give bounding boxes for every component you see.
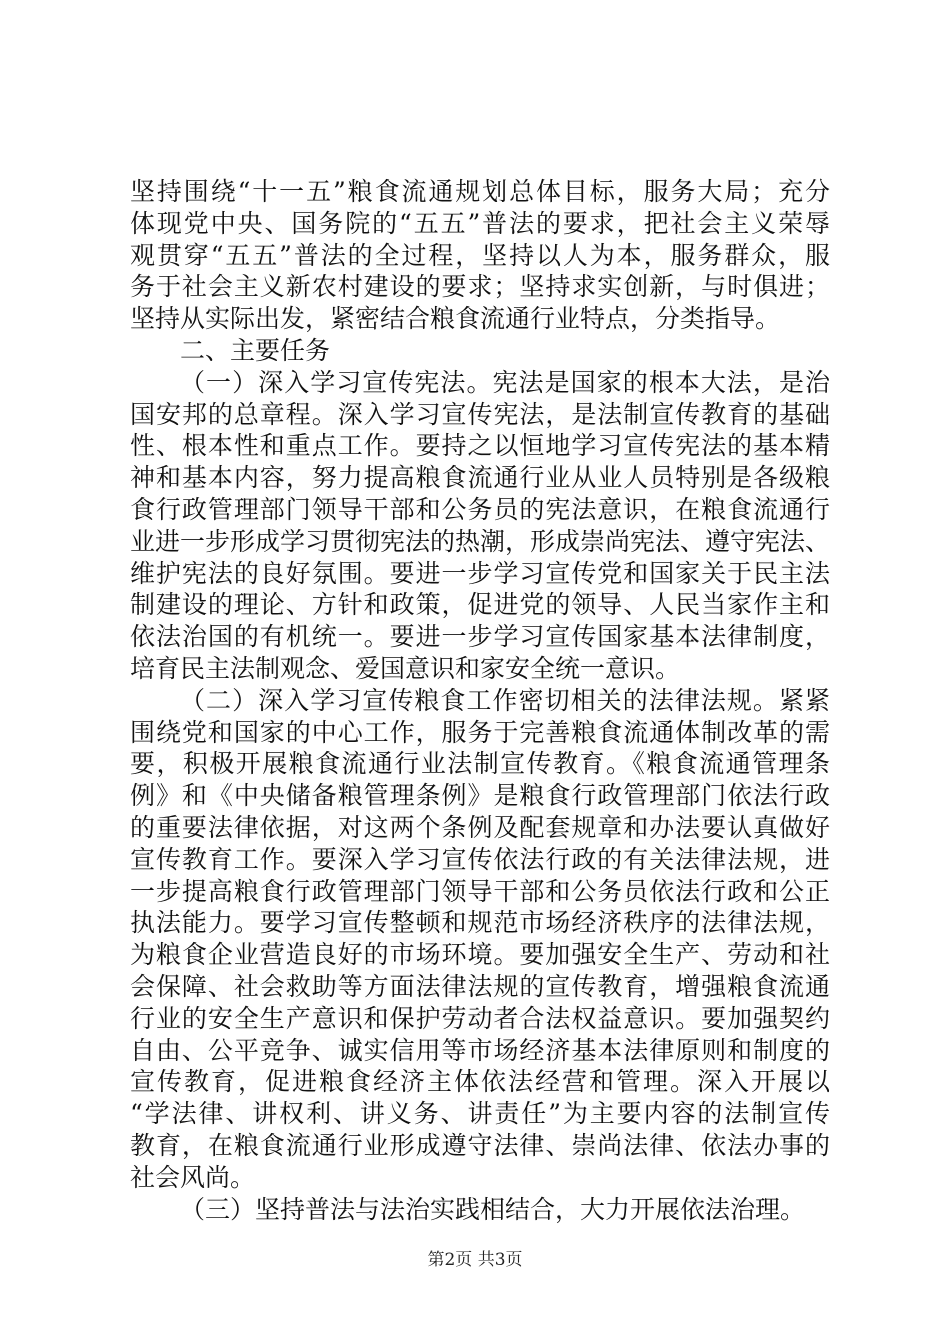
text-line: 性、根本性和重点工作。要持之以恒地学习宣传宪法的基本精 (130, 431, 830, 461)
paragraph-p5 (130, 1194, 830, 1226)
text-line: 依法治国的有机统一。要进一步学习宣传国家基本法律制度， (130, 622, 830, 652)
text-line: 坚持从实际出发，紧密结合粮食流通行业特点，分类指导。 (130, 304, 781, 334)
paragraph-p1 (130, 176, 830, 335)
text-line: 教育，在粮食流通行业形成遵守法律、崇尚法律、依法办事的 (130, 1130, 830, 1160)
text-line: 行业的安全生产意识和保护劳动者合法权益意识。要加强契约 (130, 1003, 830, 1033)
text-line: 坚持围绕“十一五”粮食流通规划总体目标，服务大局；充分 (130, 177, 830, 206)
text-line: 为粮食企业营造良好的市场环境。要加强安全生产、劳动和社 (130, 940, 830, 970)
text-line: 体现党中央、国务院的“五五”普法的要求，把社会主义荣辱 (130, 208, 830, 238)
paragraph-p2 (130, 335, 830, 367)
text-line: 业进一步形成学习贯彻宪法的热潮，形成崇尚宪法、遵守宪法、 (130, 526, 831, 556)
paragraph-p3 (130, 367, 830, 685)
text-line: 执法能力。要学习宣传整顿和规范市场经济秩序的法律法规， (130, 908, 830, 938)
text-line: 围绕党和国家的中心工作，服务于完善粮食流通体制改革的需 (130, 717, 830, 747)
text-line: 培育民主法制观念、爱国意识和家安全统一意识。 (130, 653, 681, 683)
text-line: 社会风尚。 (130, 1162, 256, 1192)
text-line: 制建设的理论、方针和政策，促进党的领导、人民当家作主和 (130, 590, 830, 620)
page-footer: 第2页 共3页 (427, 1250, 523, 1270)
text-line: 二、主要任务 (180, 335, 331, 365)
text-line: （一）深入学习宣传宪法。宪法是国家的根本大法，是治 (180, 367, 830, 397)
text-line: 一步提高粮食行政管理部门领导干部和公务员依法行政和公正 (130, 876, 830, 906)
text-line: 务于社会主义新农村建设的要求；坚持求实创新，与时俱进； (130, 272, 830, 302)
text-line: 要，积极开展粮食流通行业法制宣传教育。《粮食流通管理条 (130, 749, 830, 779)
paragraph-p4 (130, 685, 830, 1194)
text-line: 观贯穿“五五”普法的全过程，坚持以人为本，服务群众，服 (130, 240, 830, 270)
text-line: 神和基本内容，努力提高粮食流通行业从业人员特别是各级粮 (130, 463, 830, 493)
text-line: 例》和《中央储备粮管理条例》是粮食行政管理部门依法行政 (130, 781, 830, 811)
text-line: 自由、公平竞争、诚实信用等市场经济基本法律原则和制度的 (130, 1035, 830, 1065)
text-line: 维护宪法的良好氛围。要进一步学习宣传党和国家关于民主法 (130, 558, 830, 588)
text-line: 会保障、社会救助等方面法律法规的宣传教育，增强粮食流通 (130, 971, 830, 1001)
text-line: 宣传教育工作。要深入学习宣传依法行政的有关法律法规，进 (130, 844, 830, 874)
text-line: 的重要法律依据，对这两个条例及配套规章和办法要认真做好 (130, 812, 830, 842)
text-line: 食行政管理部门领导干部和公务员的宪法意识，在粮食流通行 (130, 494, 830, 524)
text-line: 宣传教育，促进粮食经济主体依法经营和管理。深入开展以 (130, 1067, 830, 1097)
text-line: 国安邦的总章程。深入学习宣传宪法，是法制宣传教育的基础 (130, 399, 830, 429)
text-line: （二）深入学习宣传粮食工作密切相关的法律法规。紧紧 (180, 685, 830, 715)
text-line: （三）坚持普法与法治实践相结合，大力开展依法治理。 (180, 1194, 806, 1224)
document-body (130, 176, 830, 1225)
text-line: “学法律、讲权利、讲义务、讲责任”为主要内容的法制宣传 (130, 1099, 830, 1129)
